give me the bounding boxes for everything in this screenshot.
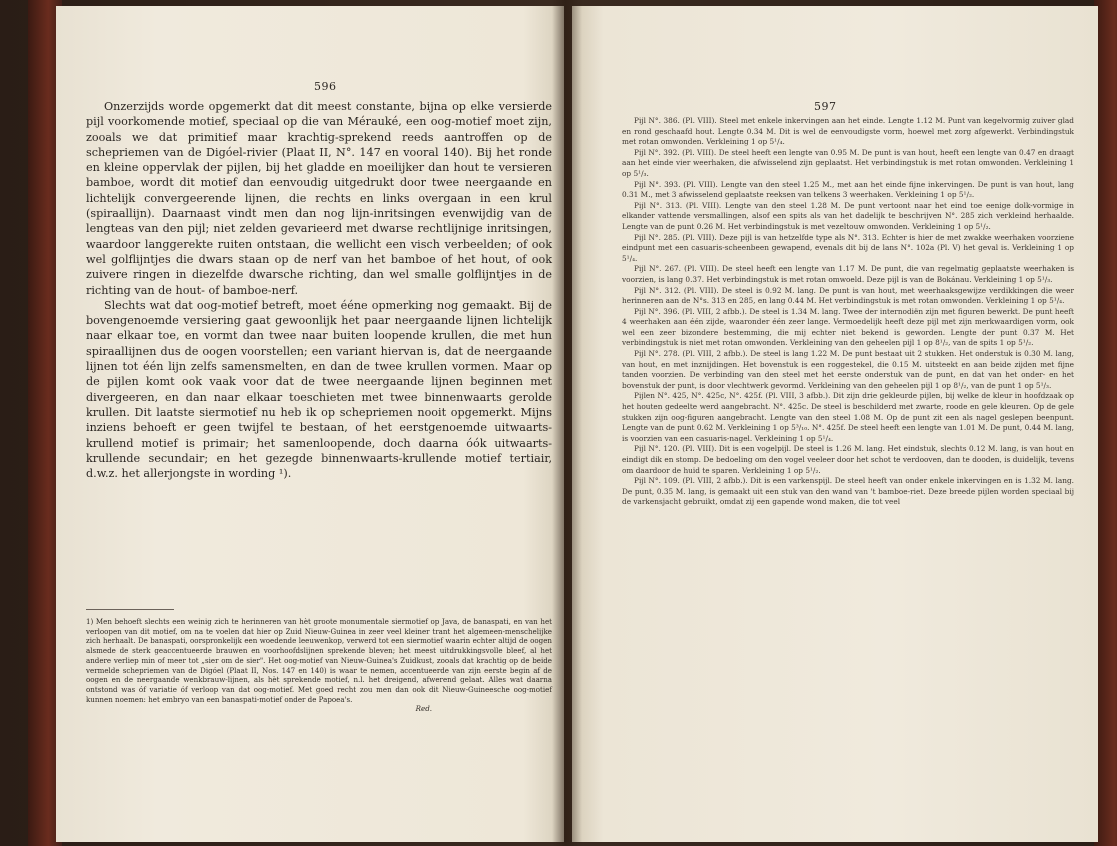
entry-pijl-312: Pijl N°. 312. (Pl. VIII). De steel is 0.92 M. lang. De punt is van hout, met weerhaaksgewijze verdikkingen die weer herinneren aan de N°s. 313 en 285, en lang 0.44 M. Het verbindingstuk is met rotan omwonden. Verkleining 1 op 5¹/₄. (622, 285, 1074, 306)
entry-pijl-278: Pijl N°. 278. (Pl. VIII, 2 afbb.). De steel is lang 1.22 M. De punt bestaat uit 2 stukken. Het onderstuk is 0.30 M. lang, van hout, en met inznijdingen. Het bovenstuk is een roggestekel, die 0.15 M. uitsteekt en aan beide zijden met fijne tanden voorzien. De verbinding van den steel met het eerste onderstuk van de punt, en dat van het onder- en het bovenstuk der punt, is door vlechtwerk gevormd. Verkleining van den geheelen pijl 1 op 8¹/₂, van de punt 1 op 5¹/₃. (622, 349, 1074, 390)
book-gutter (552, 0, 582, 846)
footnote-text: 1) Men behoeft slechts een weinig zich te herinneren van hèt groote monumentale siermotief op Java, de banaspati, en van het verloopen van dit motief, om na te voelen dat hier op Zuid Nieuw-Guinea in zeer veel kleiner trant het algemeen-menschelijke zich herhaalt. De banaspati, oorspronkelijk een woedende leeuwenkop, verwerd tot een siermotief waarin echter altijd de oogen alsmede de sterk geaccentueerde brauwen en voorhoofdslijnen sprekende bleven; het meest uitdrukkingsvolle bleef, al het andere verliep min of meer tot „sier om de sier". Het oog-motief van Nieuw-Guinea's Zuidkust, zooals dat krachtig op de beide vermelde schepriemen van de Digóel (Plaat II, Nos. 147 en 140) is waar te nemen, accentueerde van zijn eerste begin af de oogen en de neergaande wenkbrauw-lijnen, als hèt sprekende motief, n.l. het dreigend, afwerend gelaat. Alles wat daarna ontstond was óf variatie óf verloop van dat oog-motief. Met goed recht zou men dan ook dit Nieuw-Guineesche oog-motief kunnen noemen: het embryo van een banaspati-motief onder de Papoea's. (86, 617, 552, 704)
entry-pijl-392: Pijl N°. 392. (Pl. VIII). De steel heeft een lengte van 0.95 M. De punt is van hout, heeft een lengte van 0.47 en draagt aan het einde vier weerhaken, die afwisselend zijn geplaatst. Het verbindingstuk is met rotan omwonden. Verkleining 1 op 5¹/₃. (622, 147, 1074, 178)
entry-pijl-267: Pijl N°. 267. (Pl. VIII). De steel heeft een lengte van 1.17 M. De punt, die van regelmatig geplaatste weerhaken is voorzien, is lang 0.37. Het verbindingstuk is met rotan omwoeld. Deze pijl is van de Bokánau. Verkleining 1 op 5¹/₃. (622, 264, 1074, 284)
footnote (86, 617, 552, 714)
entry-pijl-393: Pijl N°. 393. (Pl. VIII). Lengte van den steel 1.25 M., met aan het einde fijne inkervingen. De punt is van hout, lang 0.31 M., met 3 afwisselend geplaatste reeksen van telkens 3 weerhaken. Verkleining 1 op 5¹/₂. (622, 179, 1074, 200)
entry-pijl-120: Pijl N°. 120. (Pl. VIII). Dit is een vogelpijl. De steel is 1.26 M. lang. Het eindstuk, slechts 0.12 M. lang, is van hout en eindigt dik en stomp. De bedoeling om den vogel veeleer door het schot te verdooven, dan te dooden, is duidelijk, tevens om daardoor de huid te sparen. Verkleining 1 op 5¹/₂. (622, 444, 1074, 475)
left-page-number: 596 (314, 80, 337, 93)
left-paragraph-2: Slechts wat dat oog-motief betreft, moet ééne opmerking nog gemaakt. Bij de bovengenoemde versiering gaat gewoonlijk het paar neergaande lijnen lichtelijk naar elkaar toe, en vormt dan twee naar buiten loopende krullen, die met hun spiraallijnen dus de oogen voorstellen; een variant hiervan is, dat de neergaande lijnen tot één lijn zelfs samensmelten, en dan de twee krullen vormen. Maar op de pijlen komt ook vaak voor dat de twee neergaande lijnen beginnen met divergeeren, en dan naar elkaar toeschieten met twee binnenwaarts gerolde krullen. Dit laatste siermotief nu heb ik op schepriemen nooit opgemerkt. Mijns inziens behoeft er geen twijfel te bestaan, of het eerstgenoemde uitwaarts-krullend motief is primair; het samenloopende, doch daarna óók uitwaarts-krullende secundair; en het gezegde binnenwaarts-krullende motief tertiair, d.w.z. het allerjongste in wording ¹). (86, 298, 552, 481)
entry-pijlen-425: Pijlen N°. 425, N°. 425c, N°. 425f. (Pl. VIII, 3 afbb.). Dit zijn drie gekleurde pijlen, bij welke de kleur in hoofdzaak op het houten gedeelte werd aangebracht. N°. 425c. De steel is beschilderd met zwarte, roode en gele kleuren. Op de gele stukken zijn oog-figuren aangebracht. Lengte van den steel 1.08 M. Op de punt zit een als nagel geslepen beenpunt. Lengte van de punt 0.62 M. Verkleining 1 op 5³/₁₀. N°. 425f. De steel heeft een lengte van 1.01 M. De punt, 0.44 M. lang, is voorzien van een casuaris-nagel. Verkleining 1 op 5¹/₄. (622, 391, 1074, 443)
entry-pijl-396: Pijl N°. 396. (Pl. VIII, 2 afbb.). De steel is 1.34 M. lang. Twee der internodiën zijn met figuren bewerkt. De punt heeft 4 weerhaken aan één zijde, waaronder één zeer lange. Vermoedelijk heeft deze pijl met zijn merkwaardigen vorm, ook wel een zeer bizondere bestemming, die mij echter niet bekend is geworden. Lengte der punt 0.37 M. Het verbindingstuk is niet met rotan omwonden. Verkleining van den geheelen pijl 1 op 8¹/₂, van de spits 1 op 5¹/₂. (622, 306, 1074, 348)
arrow-catalogue (622, 116, 1074, 508)
left-page (56, 6, 564, 842)
right-page (572, 6, 1098, 842)
entry-pijl-313: Pijl N°. 313. (Pl. VIII). Lengte van den steel 1.28 M. De punt vertoont naar het eind toe eenige dolk-vormige in elkander vattende versmallingen, alsof een spits als van het dadelijk te beschrijven N°. 285 zich verkleind herhaalde. Lengte van de punt 0.26 M. Het verbindingstuk is met vezeltouw omwonden. Verkleining 1 op 5¹/₂. (622, 200, 1074, 231)
footnote-divider (86, 609, 174, 610)
right-page-number: 597 (814, 100, 837, 113)
entry-pijl-109: Pijl N°. 109. (Pl. VIII, 2 afbb.). Dit is een varkenspijl. De steel heeft van onder enkele inkervingen en is 1.32 M. lang. De punt, 0.35 M. lang, is gemaakt uit een stuk van den wand van 't bamboe-riet. Deze breede pijlen worden speciaal bij de varkensjacht gebruikt, omdat zij een gapende wond maken, die tot veel (622, 476, 1074, 507)
entry-pijl-386: Pijl N°. 386. (Pl. VIII). Steel met enkele inkervingen aan het einde. Lengte 1.12 M. Punt van kegelvormig zuiver glad en rond geschaafd hout. Lengte 0.34 M. Dit is wel de eenvoudigste vorm, hoewel met zorg afgewerkt. Verbindingstuk met rotan omwonden. Verkleining 1 op 5¹/₄. (622, 116, 1074, 147)
left-paragraph-1: Onzerzijds worde opgemerkt dat dit meest constante, bijna op elke versierde pijl voorkomende motief, speciaal op die van Mérauké, een oog-motief moet zijn, zooals we dat primitief maar krachtig-sprekend reeds aantroffen op de schepriemen van de Digóel-rivier (Plaat II, N°. 147 en vooral 140). Bij het ronde en kleine oppervlak der pijlen, bij het gladde en moeilijker dan hout te versieren bamboe, wordt dit motief dan eenvoudig uitgedrukt door twee neergaande en lichtelijk convergeerende lijnen, die rechts en links overgaan in een krul (spiraallijn). Daarnaast vindt men dan nog lijn-inritsingen evenwijdig van de lengteas van den pijl; niet zelden gevarieerd met dwarse rechtlijnige inritsingen, waardoor langgerekte ruiten ontstaan, die wellicht een visch verbeelden; of ook wel golflijntjes die dwars staan op de nerf van het bamboe of het hout, of ook zuivere ringen in diezelfde dwarsche richting, dan wel smalle golflijntjes in de richting van de hout- of bamboe-nerf. (86, 100, 552, 297)
entry-pijl-285: Pijl N°. 285. (Pl. VIII). Deze pijl is van hetzelfde type als N°. 313. Echter is hier de met zwakke weerhaken voorziene eindpunt met een casuaris-scheenbeen gewapend, evenals dit bij de lans N°. 102a (Pl. V) het geval is. Verkleining 1 op 5¹/₄. (622, 232, 1074, 263)
footnote-signature: Red. (415, 704, 432, 714)
left-main-text (86, 99, 552, 481)
